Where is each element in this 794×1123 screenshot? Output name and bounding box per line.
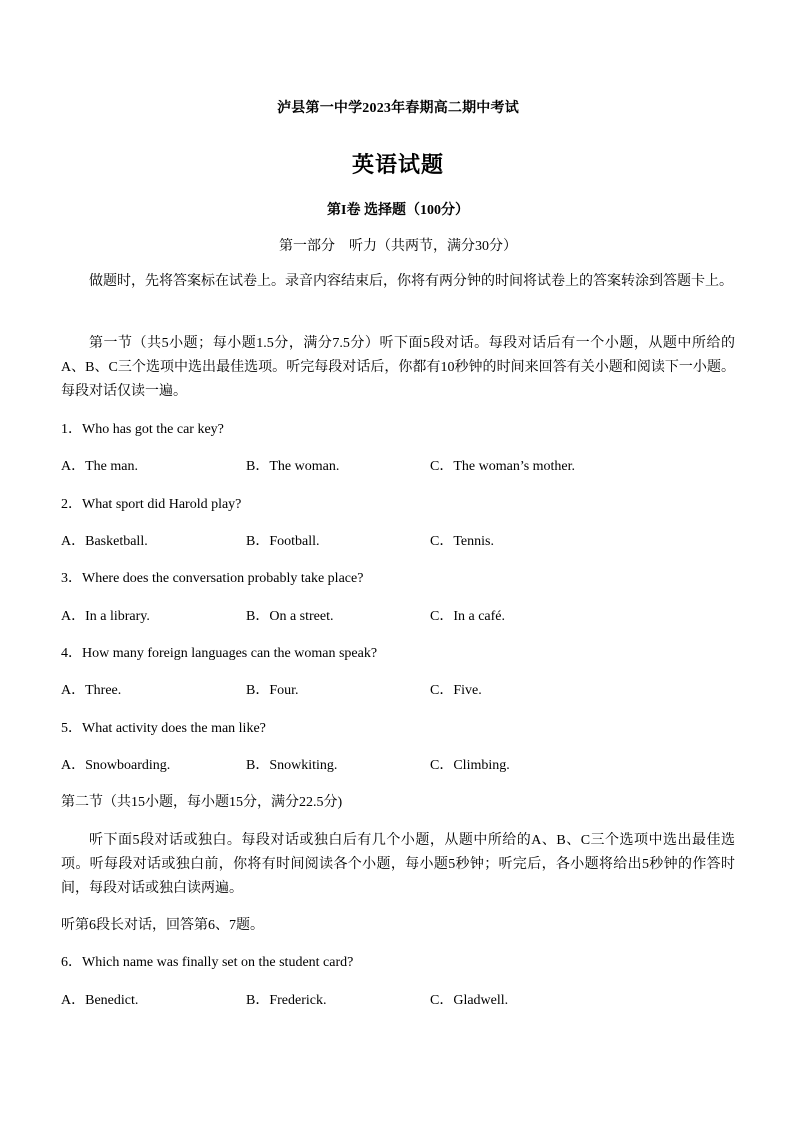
part-heading: 第一部分 听力（共两节，满分30分） bbox=[279, 239, 517, 254]
option-c: C．In a café. bbox=[430, 609, 506, 624]
option-b: B．On a street. bbox=[246, 609, 334, 624]
question-6: 6．Which name was finally set on the student card? bbox=[61, 955, 354, 970]
option-a: A．In a library. bbox=[61, 609, 150, 624]
option-c: C．Climbing. bbox=[430, 758, 510, 773]
question-5: 5．What activity does the man like? bbox=[61, 721, 266, 736]
school-exam-heading: 泸县第一中学2023年春期高二期中考试 bbox=[277, 101, 519, 116]
option-b: B．Four. bbox=[246, 683, 299, 698]
question-3: 3．Where does the conversation probably take place? bbox=[61, 571, 364, 586]
option-b: B．Snowkiting. bbox=[246, 758, 338, 773]
option-c: C．The woman’s mother. bbox=[430, 459, 576, 474]
option-a: A．Benedict. bbox=[61, 993, 139, 1008]
section-heading: 第I卷 选择题（100分） bbox=[327, 203, 469, 218]
option-b: B．Football. bbox=[246, 534, 320, 549]
intro-paragraph: 做题时，先将答案标在试卷上。录音内容结束后，你将有两分钟的时间将试卷上的答案转涂到答题卡上。 bbox=[89, 274, 733, 289]
section2-instructions: 听下面5段对话或独白。每段对话或独白后有几个小题，从题中所给的A、B、C三个选项中选出最佳选项。听每段对话或独白前，你将有时间阅读各个小题，每小题5秒钟；听完后，各小题将给出5秒钟的作答时间，每段对话或独白读两遍。 bbox=[61, 833, 735, 896]
section2-heading: 第二节（共15小题，每小题15分，满分22.5分) bbox=[61, 795, 343, 810]
question-4: 4．How many foreign languages can the woman speak? bbox=[61, 646, 378, 661]
option-a: A．Basketball. bbox=[61, 534, 148, 549]
option-a: A．The man. bbox=[61, 459, 138, 474]
question-5-options bbox=[61, 756, 735, 776]
option-b: B．The woman. bbox=[246, 459, 340, 474]
option-c: C．Gladwell. bbox=[430, 993, 509, 1008]
option-c: C．Tennis. bbox=[430, 534, 494, 549]
section1-instructions: 第一节（共5小题；每小题1.5分，满分7.5分）听下面5段对话。每段对话后有一个小题，从题中所给的A、B、C三个选项中选出最佳选项。听完每段对话后，你都有10秒钟的时间来回答有关小题和阅读下一小题。每段对话仅读一遍。 bbox=[61, 336, 735, 399]
page-title: 英语试题 bbox=[351, 152, 444, 177]
question-2: 2．What sport did Harold play? bbox=[61, 497, 242, 512]
question-1-options bbox=[61, 457, 735, 477]
option-b: B．Frederick. bbox=[246, 993, 327, 1008]
option-a: A．Snowboarding. bbox=[61, 758, 171, 773]
option-c: C．Five. bbox=[430, 683, 482, 698]
question-4-options bbox=[61, 681, 735, 701]
option-a: A．Three. bbox=[61, 683, 122, 698]
question-1: 1．Who has got the car key? bbox=[61, 422, 224, 437]
question-6-options bbox=[61, 991, 735, 1011]
question-3-options bbox=[61, 607, 735, 627]
dialogue-6-heading: 听第6段长对话，回答第6、7题。 bbox=[61, 918, 264, 933]
question-2-options bbox=[61, 532, 735, 552]
